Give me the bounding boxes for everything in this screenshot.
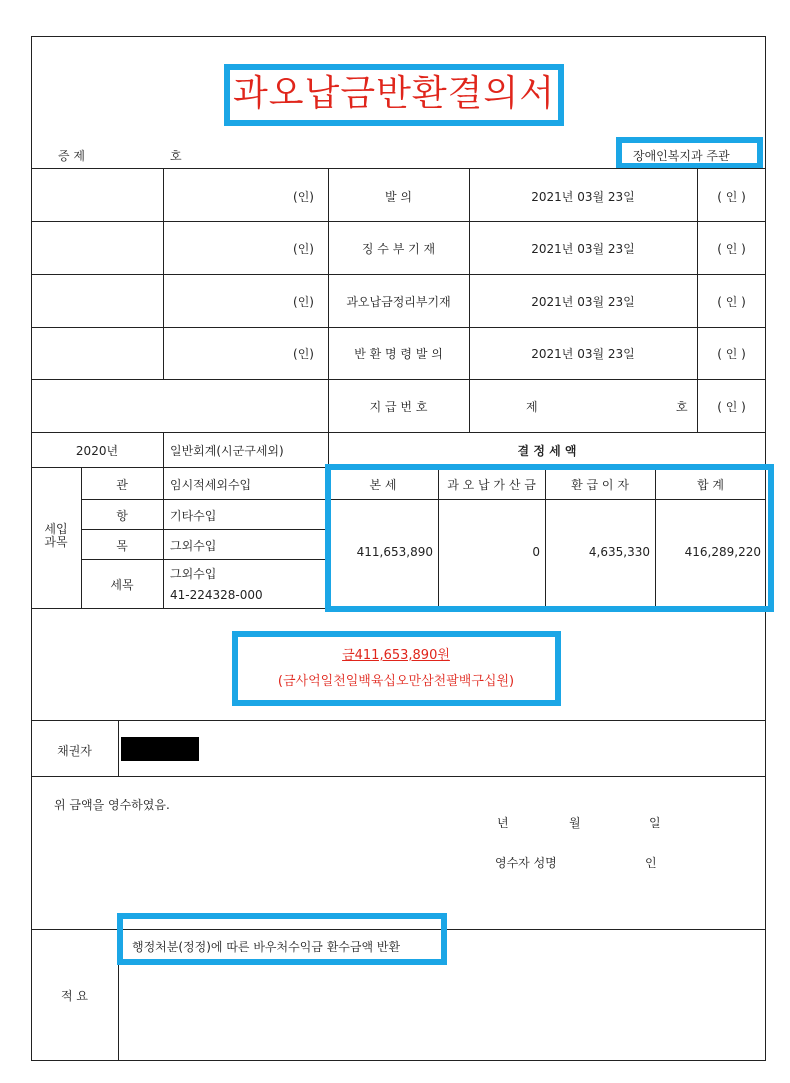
receiver-seal: 인	[645, 856, 657, 870]
receipt-month: 월	[569, 816, 581, 830]
amount-numeric: 금411,653,890원	[342, 648, 450, 663]
subject-code: 41-224328-000	[170, 588, 263, 602]
seal-mark: (인)	[293, 242, 314, 256]
approval-label: 발 의	[385, 190, 412, 204]
approval-seal: ( 인 )	[717, 242, 746, 256]
column-header: 환 급 이 자	[571, 478, 629, 492]
summary-highlight	[117, 913, 447, 965]
fiscal-year: 2020년	[75, 444, 119, 458]
approval-seal: ( 인 )	[717, 347, 746, 361]
column-header: 본 세	[369, 478, 397, 492]
approval-label: 반 환 명 령 발 의	[354, 347, 443, 361]
payment-no-ho: 호	[676, 400, 688, 414]
payment-no-je: 제	[526, 400, 538, 414]
total-amount: 416,289,220	[684, 545, 761, 559]
subject-key: 세목	[110, 578, 134, 592]
approval-seal: ( 인 )	[717, 295, 746, 309]
amount-korean: (금사억일천일백육십오만삼천팔백구십원)	[277, 674, 515, 689]
cert-label: 증 제	[58, 149, 85, 163]
department-label: 장애인복지과 주관	[633, 149, 730, 163]
side-label-line-2: 과목	[44, 535, 68, 549]
document-title: 과오납금반환결의서	[233, 73, 555, 114]
approval-date: 2021년 03월 23일	[531, 295, 635, 309]
receipt-statement: 위 금액을 영수하였음.	[54, 798, 170, 812]
approval-date: 2021년 03월 23일	[531, 190, 635, 204]
subject-key: 관	[116, 478, 128, 492]
subject-value: 임시적세외수입	[170, 478, 252, 492]
column-header: 과 오 납 가 산 금	[447, 478, 536, 492]
amounts-highlight	[325, 464, 774, 612]
side-label-line-1: 세입	[44, 522, 68, 536]
subject-key: 항	[116, 509, 128, 523]
approval-date: 2021년 03월 23일	[531, 347, 635, 361]
summary-label: 적 요	[61, 989, 88, 1003]
department-highlight	[616, 137, 763, 169]
approval-date: 2021년 03월 23일	[531, 242, 635, 256]
payment-no-seal: ( 인 )	[717, 400, 746, 414]
account-name: 일반회계(시군구세외)	[170, 444, 284, 458]
approval-seal: ( 인 )	[717, 190, 746, 204]
creditor-label: 채권자	[57, 744, 92, 758]
seal-mark: (인)	[293, 347, 314, 361]
creditor-redacted	[121, 737, 199, 761]
subject-value: 그외수입	[170, 539, 217, 553]
approval-label: 과오납금정리부기재	[346, 295, 451, 309]
cert-ho: 호	[170, 149, 182, 163]
payment-no-label: 지 급 번 호	[369, 400, 428, 414]
subject-key: 목	[116, 539, 128, 553]
decision-header: 결 정 세 액	[517, 444, 577, 458]
receipt-day: 일	[649, 816, 661, 830]
summary-content: 행정처분(정정)에 따른 바우처수익금 환수금액 반환	[132, 940, 401, 954]
approval-label: 징 수 부 기 재	[361, 242, 436, 256]
receipt-year: 년	[497, 816, 509, 830]
subject-value: 그외수입	[170, 567, 217, 581]
column-header: 합 계	[697, 478, 724, 492]
interest-amount: 4,635,330	[588, 545, 650, 559]
principal-amount: 411,653,890	[356, 545, 433, 559]
seal-mark: (인)	[293, 190, 314, 204]
seal-mark: (인)	[293, 295, 314, 309]
surcharge-amount: 0	[532, 545, 540, 559]
revenue-subject-label	[31, 523, 81, 549]
subject-value: 기타수입	[170, 509, 217, 523]
amount-highlight	[232, 631, 561, 706]
title-highlight	[224, 64, 564, 126]
receiver-name-label: 영수자 성명	[495, 856, 557, 870]
